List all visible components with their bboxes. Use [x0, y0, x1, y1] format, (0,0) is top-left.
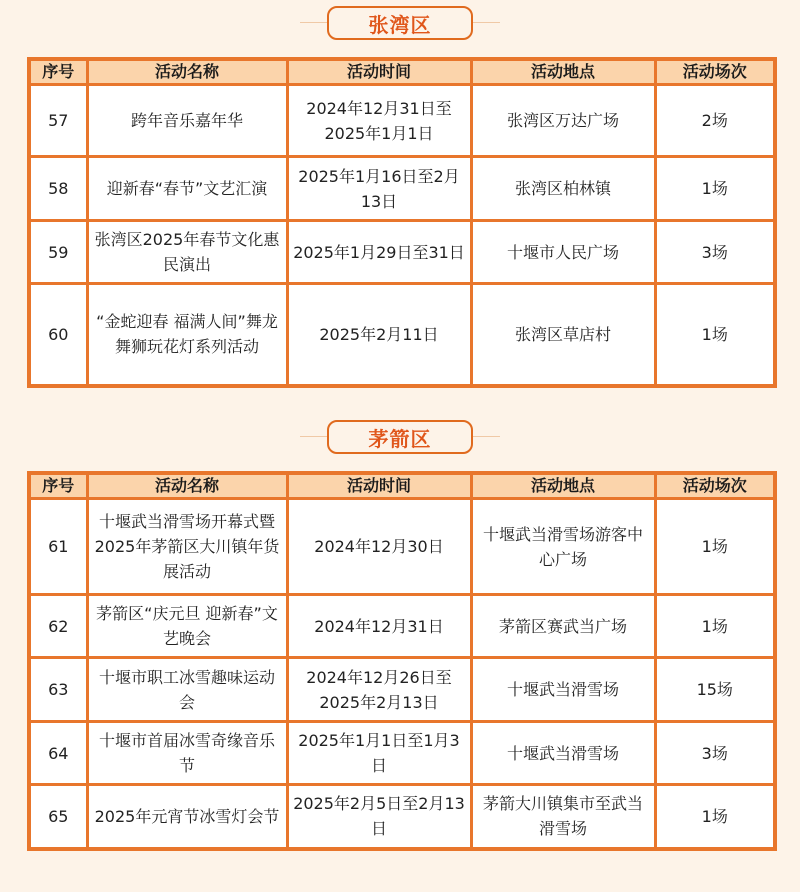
- cell-no: 58: [29, 157, 87, 221]
- activity-table-maojian: [27, 471, 777, 851]
- cell-time: 2025年1月29日至31日: [287, 221, 471, 284]
- cell-place: 十堰武当滑雪场游客中心广场: [471, 499, 655, 595]
- cell-name: 茅箭区“庆元旦 迎新春”文艺晚会: [87, 595, 287, 658]
- cell-no: 64: [29, 722, 87, 785]
- header-time: 活动时间: [287, 59, 471, 85]
- table-row: [29, 284, 775, 386]
- cell-place: 茅箭区赛武当广场: [471, 595, 655, 658]
- cell-no: 61: [29, 499, 87, 595]
- cell-time: 2024年12月31日至2025年1月1日: [287, 85, 471, 157]
- cell-place: 茅箭大川镇集市至武当滑雪场: [471, 785, 655, 849]
- cell-count: 3场: [655, 221, 775, 284]
- cell-place: 十堰武当滑雪场: [471, 722, 655, 785]
- cell-count: 3场: [655, 722, 775, 785]
- header-no: 序号: [29, 59, 87, 85]
- table-row: [29, 785, 775, 849]
- cell-no: 59: [29, 221, 87, 284]
- table-row: [29, 499, 775, 595]
- cell-count: 1场: [655, 499, 775, 595]
- cell-count: 2场: [655, 85, 775, 157]
- header-name: 活动名称: [87, 59, 287, 85]
- cell-name: 2025年元宵节冰雪灯会节: [87, 785, 287, 849]
- cell-count: 1场: [655, 595, 775, 658]
- cell-count: 15场: [655, 658, 775, 722]
- section-title-maojian: 茅箭区: [327, 420, 473, 454]
- cell-name: 张湾区2025年春节文化惠民演出: [87, 221, 287, 284]
- header-count: 活动场次: [655, 473, 775, 499]
- table-row: [29, 722, 775, 785]
- cell-time: 2024年12月26日至2025年2月13日: [287, 658, 471, 722]
- table-header-row: [29, 59, 775, 85]
- cell-no: 60: [29, 284, 87, 386]
- cell-place: 张湾区草店村: [471, 284, 655, 386]
- table-row: [29, 221, 775, 284]
- cell-name: 跨年音乐嘉年华: [87, 85, 287, 157]
- cell-count: 1场: [655, 284, 775, 386]
- header-no: 序号: [29, 473, 87, 499]
- cell-place: 十堰武当滑雪场: [471, 658, 655, 722]
- cell-name: 十堰市职工冰雪趣味运动会: [87, 658, 287, 722]
- cell-name: 十堰市首届冰雪奇缘音乐节: [87, 722, 287, 785]
- cell-place: 张湾区柏林镇: [471, 157, 655, 221]
- table-row: [29, 595, 775, 658]
- cell-count: 1场: [655, 157, 775, 221]
- cell-time: 2025年1月16日至2月13日: [287, 157, 471, 221]
- header-name: 活动名称: [87, 473, 287, 499]
- cell-place: 十堰市人民广场: [471, 221, 655, 284]
- cell-name: 迎新春“春节”文艺汇演: [87, 157, 287, 221]
- header-place: 活动地点: [471, 59, 655, 85]
- cell-count: 1场: [655, 785, 775, 849]
- cell-no: 63: [29, 658, 87, 722]
- cell-place: 张湾区万达广场: [471, 85, 655, 157]
- header-place: 活动地点: [471, 473, 655, 499]
- cell-name: “金蛇迎春 福满人间”舞龙舞狮玩花灯系列活动: [87, 284, 287, 386]
- table-header-row: [29, 473, 775, 499]
- table-row: [29, 658, 775, 722]
- header-count: 活动场次: [655, 59, 775, 85]
- cell-name: 十堰武当滑雪场开幕式暨2025年茅箭区大川镇年货展活动: [87, 499, 287, 595]
- cell-time: 2025年1月1日至1月3日: [287, 722, 471, 785]
- table-row: [29, 157, 775, 221]
- header-time: 活动时间: [287, 473, 471, 499]
- cell-no: 57: [29, 85, 87, 157]
- cell-no: 65: [29, 785, 87, 849]
- cell-time: 2024年12月30日: [287, 499, 471, 595]
- cell-time: 2025年2月5日至2月13日: [287, 785, 471, 849]
- activity-table-zhangwan: [27, 57, 777, 388]
- section-title-zhangwan: 张湾区: [327, 6, 473, 40]
- cell-time: 2025年2月11日: [287, 284, 471, 386]
- table-row: [29, 85, 775, 157]
- cell-time: 2024年12月31日: [287, 595, 471, 658]
- cell-no: 62: [29, 595, 87, 658]
